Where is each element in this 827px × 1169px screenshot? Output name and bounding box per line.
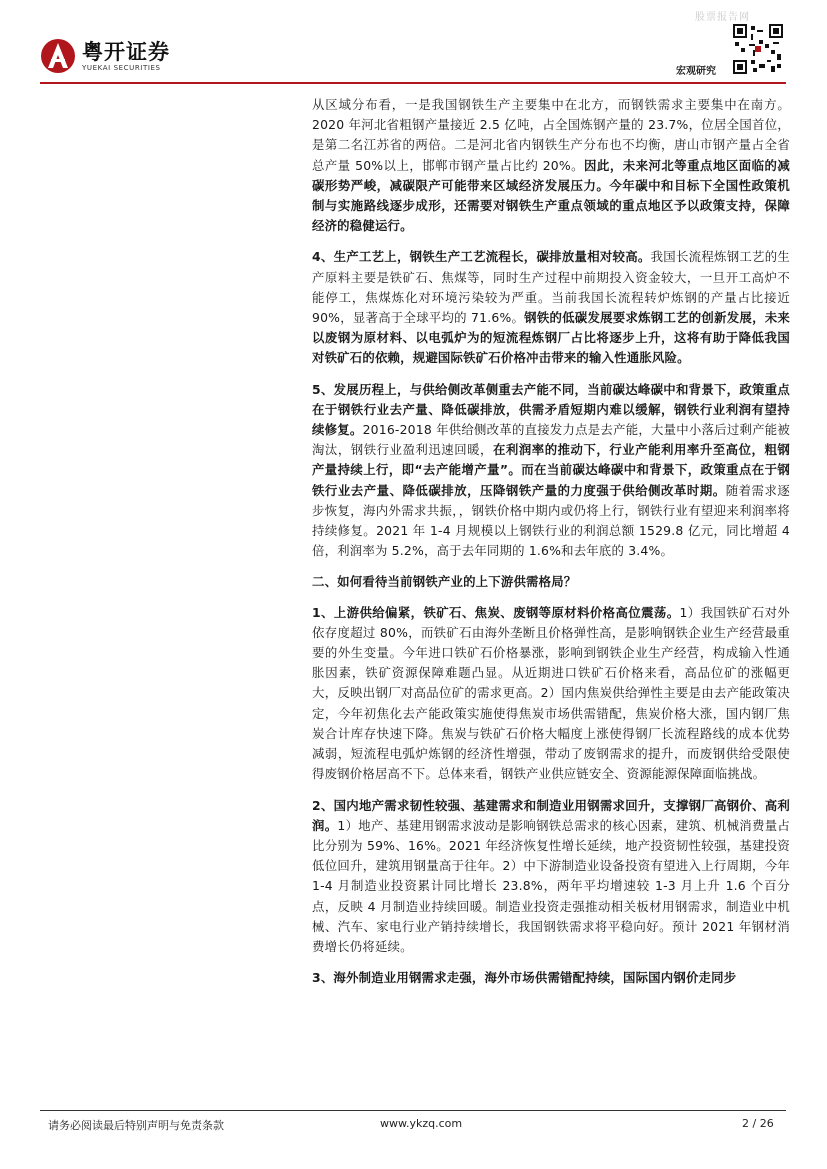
text-segment: 4、生产工艺上，钢铁生产工艺流程长，碳排放量相对较高。 [312,249,651,265]
paragraph-overseas-demand [312,968,790,988]
paragraph-development-history [312,380,790,562]
footer-divider [40,1110,786,1111]
logo-name-en: YUEKAI SECURITIES [82,63,161,72]
logo-name-cn: 粤开证券 [82,39,170,64]
text-segment: 1）我国铁矿石对外依存度超过 80%，而铁矿石由海外垄断且价格弹性高，是影响钢铁企业生产经营最重要的外生变量。今年进口铁矿石价格暴涨，影响到钢铁企业生产经营，构成输入性通胀因素，铁矿资源保障难题凸显。从近期进口铁矿石价格来看，高品位矿的涨幅更大，反映出钢厂对高品位矿的需求更高。2）国内焦炭供给弹性主要是由去产能政策决定，今年初焦化去产能政策实施使得焦炭市场供需错配，焦炭价格大涨，国内钢厂焦炭合计库存快速下降。焦炭与铁矿石价格大幅度上涨使得钢厂长流程路线的成本优势减弱，短流程电弧炉炼钢的经济性增强，带动了废钢需求的提升，而废钢供给受限使得废钢价格居高不下。总体来看，钢铁产业供应链安全、资源能源保障面临挑战。 [312,604,791,782]
text-segment: 2016-2018 年供给侧改革的直接发力点是去产能，大量中小落后过剩产能被淘汰，钢铁行业盈利迅速回暖， [312,422,790,458]
paragraph-production-process [312,247,790,368]
logo-mark-icon [40,38,76,74]
report-body [312,95,790,999]
text-segment: 3、海外制造业用钢需求走强，海外市场供需错配持续，国际国内钢价走同步 [312,970,737,986]
paragraph-upstream-supply [312,603,790,785]
paragraph-regional-distribution [312,95,790,236]
text-segment: 1、上游供给偏紧，铁矿石、焦炭、废钢等原材料价格高位震荡。 [312,604,680,620]
text-segment: 从区域分布看，一是我国钢铁生产主要集中在北方，而钢铁需求主要集中在南方。2020 年河北省粗钢产量接近 2.5 亿吨，占全国炼钢产量的 23.7%，位居全国首位，是第二名江苏省的两倍。二是河北省内钢铁生产分布也不均衡，唐山市钢产量占全省总产量 50%以上，邯郸市钢产量占比约 20%。 [312,97,790,173]
section-heading-supply-demand: 二、如何看待当前钢铁产业的上下游供需格局？ [312,574,577,590]
text-segment: 钢铁的低碳发展要求炼钢工艺的创新发展，未来以废钢为原材料、以电弧炉为的短流程炼钢厂占比将逐步上升，这将有助于降低我国对铁矿石的依赖，规避国际铁矿石价格冲击带来的输入性通胀风险。 [312,310,791,366]
text-segment: 5、发展历程上，与供给侧改革侧重去产能不同，当前碳达峰碳中和背景下，政策重点在于钢铁行业去产量、降低碳排放，供需矛盾短期内难以缓解，钢铁行业利润有望持续修复。 [312,381,790,438]
footer-page-number: 2 / 26 [742,1117,774,1130]
section-tag: 宏观研究 [676,66,716,77]
text-segment: 因此，未来河北等重点地区面临的减碳形势严峻，减碳限产可能带来区域经济发展压力。今年碳中和目标下全国性政策机制与实施路线逐步成形，还需要对钢铁生产重点领域的重点地区予以政策支持，保障经济的稳健运行。 [312,157,790,234]
header-divider [40,82,786,84]
paragraph-domestic-demand [312,796,790,958]
text-segment: 1）地产、基建用钢需求波动是影响钢铁总需求的核心因素，建筑、机械消费量占比分别为 59%、16%。2021 年经济恢复性增长延续，地产投资韧性较强，基建投资低位回升，建筑用钢量高于往年。2）中下游制造业设备投资有望进入上行周期，今年 1-4 月制造业投资累计同比增长 23.8%，两年平均增速较 1-3 月上升 1.6 个百分点，反映 4 月制造业持续回暖。制造业投资走强推动相关板材用钢需求，制造业中机械、汽车、家电行业产销持续增长，我国钢铁需求将平稳向好。预计 2021 年钢材消费增长仍将延续。 [312,817,790,954]
text-segment: 随着需求逐步恢复，海内外需求共振，，钢铁价格中期内或仍将上行，钢铁行业有望迎来利润率将持续修复。2021 年 1-4 月规模以上钢铁行业的利润总额 1529.8 亿元，同比增超 4 倍，利润率为 5.2%，高于去年同期的 1.6%和去年底的 3.4%。 [312,482,791,559]
text-segment: 我国长流程炼钢工艺的生产原料主要是铁矿石、焦煤等，同时生产过程中前期投入资金较大，一旦开工高炉不能停工，焦煤炼化对环境污染较为严重。当前我国长流程转炉炼钢的产量占比接近 90%，显著高于全球平均的 71.6%。 [312,249,791,326]
footer-website: www.ykzq.com [380,1117,463,1130]
qr-code-icon [733,24,783,74]
text-segment: 2、国内地产需求韧性较强、基建需求和制造业用钢需求回升，支撑钢厂高钢价、高利润。 [312,797,790,833]
footer-disclaimer: 请务必阅读最后特别声明与免责条款 [48,1119,224,1132]
text-segment: 在利润率的推动下，行业产能利用率升至高位，粗钢产量持续上行，即“去产能增产量”。而在当前碳达峰碳中和背景下，政策重点在于钢铁行业去产量、降低碳排放，压降钢铁产量的力度强于供给侧改革时期。 [312,442,790,498]
company-logo [40,38,170,74]
watermark-text: 股票报告网 [695,12,750,23]
